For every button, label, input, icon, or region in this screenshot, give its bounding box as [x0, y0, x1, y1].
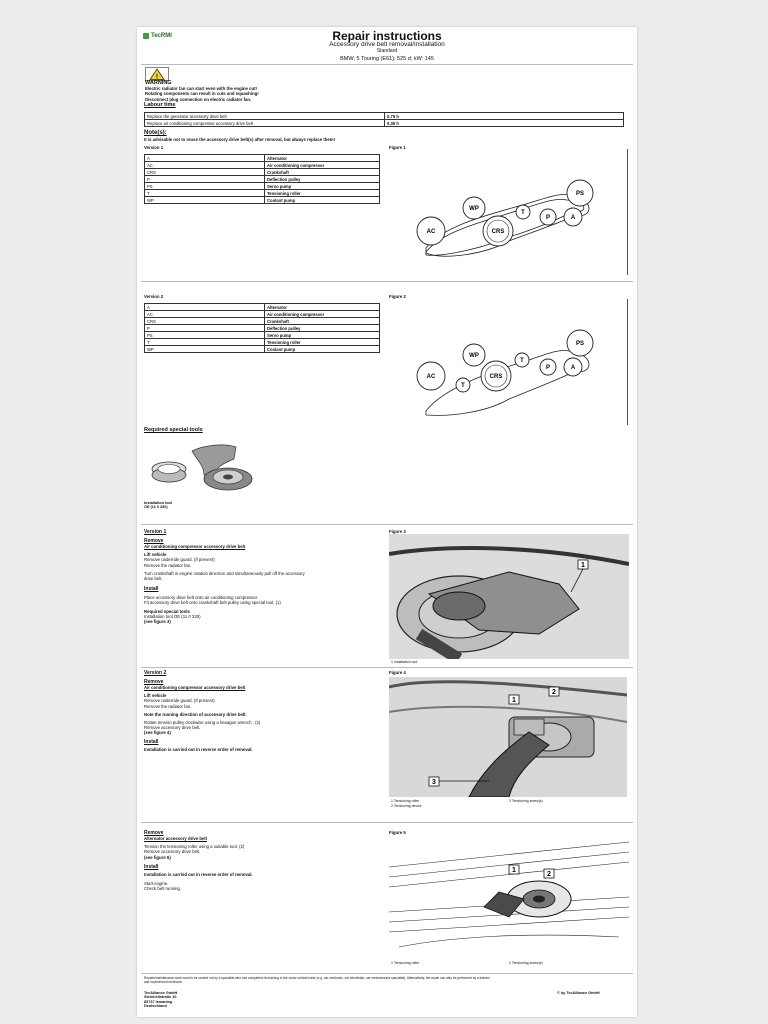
- labour-heading: Labour time: [144, 102, 176, 108]
- page-subtitle: Accessory drive belt removal/installation: [329, 41, 445, 48]
- address-line: 85737 Ismaning: [144, 999, 173, 1004]
- figure-caption: 2 Tensioning device: [391, 803, 422, 808]
- step2-subheading: Air conditioning compressor accessory drive belt: [144, 685, 246, 690]
- legend-table-1: [144, 154, 380, 204]
- callout-number: 2: [552, 689, 556, 696]
- svg-text:!: !: [156, 74, 158, 81]
- figure4-photo: [389, 677, 627, 797]
- step-line: Installation is carried out in reverse order of removal.: [144, 871, 253, 877]
- legend-code: CRS: [145, 169, 265, 176]
- step-line: Lift vehicle: [144, 693, 167, 699]
- step-line: Remove the radiator fan.: [144, 562, 192, 568]
- legend-name: Servo pump: [265, 332, 380, 339]
- legend-name: Air conditioning compressor: [265, 311, 380, 318]
- step-line: (see figure 5): [144, 854, 171, 860]
- legend-name: Crankshaft: [265, 169, 380, 176]
- callout-number: 1: [581, 562, 585, 569]
- disclaimer-line: and experienced mechanic.: [144, 980, 183, 984]
- tools-heading: Required special tools: [144, 427, 203, 433]
- step2-install-heading: Install: [144, 738, 159, 745]
- legend-table-2: [144, 303, 380, 353]
- labour-time: 0,35 h: [385, 120, 624, 127]
- legend-row: [145, 155, 380, 162]
- divider: [141, 524, 633, 525]
- divider: [141, 973, 633, 974]
- company-address: [144, 991, 177, 1009]
- labour-task: Replace air conditioning compressor accessory drive belt: [145, 120, 385, 127]
- step2-version: Version 2: [144, 670, 167, 676]
- step3-install-heading: Install: [144, 863, 159, 870]
- pulley-t-label: T: [461, 383, 465, 389]
- version1-label: Version 1: [144, 145, 164, 150]
- pulley-ps-label: PS: [575, 341, 585, 347]
- step-line: Note the running direction of accessory drive belt.: [144, 711, 247, 717]
- address-line: Steinheilstraße 10: [144, 995, 177, 1000]
- divider: [141, 822, 633, 823]
- legend-code: PS: [145, 183, 265, 190]
- labour-time: 0,75 h: [385, 113, 624, 120]
- legend-name: Crankshaft: [265, 318, 380, 325]
- disclaimer-line: Repairs/maintenance work must to be carried out by a specialist who has completed his training in the motor vehicle trade (e.g. car mechanic, car electrician, car mechatronics specialist). Alternatively, the repair can also be performed by a trained: [144, 976, 490, 980]
- warning-title: WARNING: [145, 80, 172, 86]
- step3-subheading: Alternator accessory drive belt: [144, 836, 208, 841]
- legend-code: WP: [145, 197, 265, 204]
- divider: [141, 281, 633, 282]
- step-line: Remove accessory drive belt.: [144, 849, 201, 855]
- legend-name: Alternator: [265, 304, 380, 311]
- warning-line: Electric radiator fan can start even with the engine cut!: [145, 86, 257, 92]
- pulley-ac-label: AC: [426, 229, 436, 235]
- step-line: Installation tool OE (11 0 330): [144, 613, 201, 619]
- step-line: Remove the radiator fan.: [144, 703, 192, 709]
- pulley-t-label: T: [521, 210, 525, 216]
- legend-row: [145, 304, 380, 311]
- warning-line: Rotating components can result in cuts and squashing!: [145, 91, 259, 97]
- legend-name: Servo pump: [265, 183, 380, 190]
- legend-row: [145, 325, 380, 332]
- step-line: (see figure 4): [144, 730, 171, 736]
- legend-row: [145, 318, 380, 325]
- callout-number: 1: [512, 697, 516, 704]
- address-line: TecAlliance GmbH: [144, 991, 178, 995]
- labour-table: [144, 112, 624, 127]
- footer-disclaimer: [144, 976, 630, 984]
- figure2-belt-diagram: [389, 299, 628, 425]
- document-page: [137, 27, 637, 1017]
- step1-install-heading: Install: [144, 586, 159, 593]
- step-line: Remove accessory drive belt.: [144, 725, 201, 731]
- legend-row: [145, 332, 380, 339]
- legend-name: Coolant pump: [265, 197, 380, 204]
- legend-row: [145, 346, 380, 353]
- step-line: Remove underride guard. (If present): [144, 698, 215, 704]
- callout-number: 3: [432, 779, 436, 786]
- legend-code: T: [145, 339, 265, 346]
- figure2-label: Figure 2: [389, 294, 406, 299]
- figure5-drawing: [389, 837, 629, 957]
- step-line: Tension the tensioning roller using a suitable tool. (2): [144, 844, 245, 850]
- header-divider: [141, 64, 633, 65]
- step-line: Remove underride guard. (If present): [144, 557, 215, 563]
- pulley-wp-label: WP: [469, 353, 479, 359]
- pulley-ac-label: AC: [426, 374, 436, 380]
- installation-tool-icon: [144, 437, 264, 497]
- legend-code: A: [145, 155, 265, 162]
- figure3-photo: [389, 534, 629, 659]
- legend-name: Deflection pulley: [265, 325, 380, 332]
- pulley-wp-label: WP: [469, 206, 479, 212]
- step-line: (see figure 3): [144, 619, 171, 625]
- warning-triangle-icon: [145, 67, 169, 81]
- step1-version: Version 1: [144, 529, 167, 535]
- step-line: Start engine.: [144, 881, 169, 887]
- pulley-ps-label: PS: [575, 191, 585, 197]
- table-row: [145, 120, 624, 127]
- page-title: Repair instructions: [332, 29, 442, 43]
- table-row: [145, 113, 624, 120]
- warning-line: Disconnect plug connection on electric radiator fan.: [145, 96, 252, 102]
- figure5-label: Figure 5: [389, 830, 406, 835]
- vehicle-label: BMW; 5 Touring (E61); 525 d; kW: 145: [340, 56, 434, 62]
- step-line: Installation is carried out in reverse order of removal.: [144, 746, 253, 752]
- figure3-label: Figure 3: [389, 529, 406, 534]
- legend-name: Air conditioning compressor: [265, 162, 380, 169]
- step3-text: [144, 830, 379, 891]
- divider: [141, 667, 633, 668]
- legend-code: CRS: [145, 318, 265, 325]
- version2-label: Version 2: [144, 294, 164, 299]
- pulley-p-label: P: [545, 365, 551, 371]
- logo-text: TecRMI: [151, 33, 172, 39]
- figure-caption: 3 Tensioning screw(s): [509, 799, 543, 803]
- figure-caption: 1 Tensioning roller: [391, 961, 420, 965]
- pulley-p-label: P: [545, 215, 551, 221]
- legend-code: P: [145, 176, 265, 183]
- pulley-a-label: A: [570, 365, 576, 371]
- legend-name: Alternator: [265, 155, 380, 162]
- step2-remove-heading: Remove: [144, 679, 164, 685]
- step-line: Place accessory drive belt onto air conditioning compressor.: [144, 595, 259, 601]
- standard-label: Standard: [376, 48, 398, 54]
- step2-text: [144, 670, 379, 752]
- notes-text: It is advisable not to reuse the accessory drive belt(s) after removal, but always replace them!: [144, 137, 336, 142]
- step3-remove-heading: Remove: [144, 830, 164, 836]
- step-line: Fit accessory drive belt onto crankshaft belt pulley using special tool. (1): [144, 600, 281, 606]
- step-line: Required special tools: [144, 608, 190, 614]
- pulley-t-label: T: [520, 358, 524, 364]
- figure-caption: 1 Tensioning roller: [391, 799, 420, 803]
- callout-number: 1: [512, 867, 516, 874]
- step-line: Lift vehicle: [144, 552, 167, 558]
- step-line: Turn crankshaft in engine rotation direction and simultaneously pull off the accessory: [144, 570, 305, 576]
- figure3-caption: 1 Installation tool: [391, 660, 418, 664]
- copyright: © by TecAlliance GmbH: [557, 991, 600, 995]
- legend-row: [145, 176, 380, 183]
- step1-text: [144, 529, 379, 624]
- legend-row: [145, 162, 380, 169]
- legend-name: Tensioning roller: [265, 339, 380, 346]
- figure1-belt-diagram: [389, 149, 628, 275]
- address-line: Deutschland: [144, 1004, 167, 1009]
- figure4-label: Figure 4: [389, 670, 406, 675]
- pulley-a-label: A: [570, 215, 576, 221]
- tool-caption: [144, 501, 172, 510]
- notes-heading: Note(s):: [144, 130, 167, 136]
- tool-image: [144, 437, 264, 497]
- legend-name: Deflection pulley: [265, 176, 380, 183]
- figure-caption: 2 Tensioning screw(s): [509, 961, 543, 965]
- step-line: drive belt.: [144, 576, 163, 582]
- figure4-captions: [391, 799, 422, 808]
- tool-caption-line: Installation tool: [144, 501, 173, 505]
- legend-row: [145, 339, 380, 346]
- legend-code: WP: [145, 346, 265, 353]
- legend-name: Coolant pump: [265, 346, 380, 353]
- legend-row: [145, 311, 380, 318]
- step-line: Check belt running.: [144, 886, 182, 892]
- pulley-crs-label: CRS: [491, 229, 505, 235]
- legend-code: T: [145, 190, 265, 197]
- tool-caption-line: OE (11 0 330): [144, 505, 168, 510]
- legend-row: [145, 190, 380, 197]
- legend-row: [145, 183, 380, 190]
- callout-number: 2: [547, 871, 551, 878]
- warning-block: [145, 67, 259, 102]
- legend-code: A: [145, 304, 265, 311]
- step1-subheading: Air conditioning compressor accessory drive belt: [144, 544, 246, 549]
- legend-code: AC: [145, 162, 265, 169]
- legend-code: PS: [145, 332, 265, 339]
- figure1-label: Figure 1: [389, 145, 406, 150]
- legend-row: [145, 169, 380, 176]
- legend-code: P: [145, 325, 265, 332]
- step1-remove-heading: Remove: [144, 538, 164, 544]
- legend-code: AC: [145, 311, 265, 318]
- pulley-crs-label: CRS: [489, 374, 503, 380]
- step-line: Rotate tension pulley clockwise using a hexagon wrench . (2): [144, 720, 261, 726]
- legend-row: [145, 197, 380, 204]
- labour-task: Replace the generator accessory drive belt: [145, 113, 385, 120]
- legend-name: Tensioning roller: [265, 190, 380, 197]
